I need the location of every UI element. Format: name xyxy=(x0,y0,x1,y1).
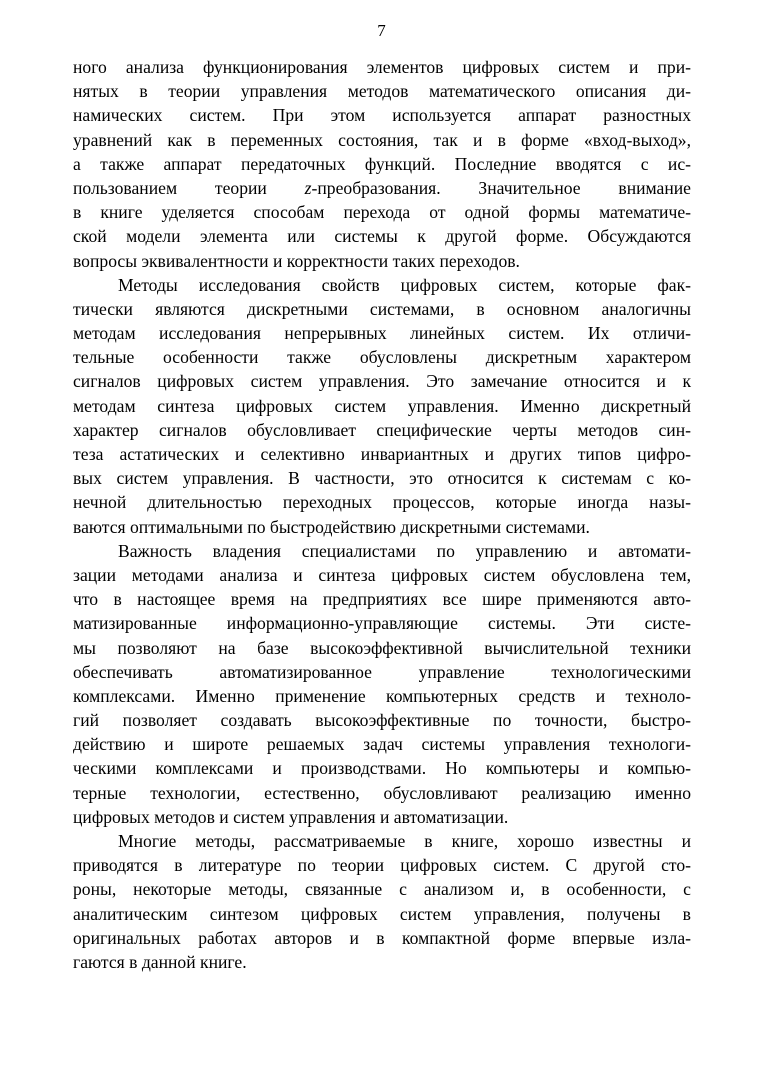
text-line: методам исследования непрерывных линейных систем. Их отличи- xyxy=(73,323,691,344)
text-line: ваются оптимальными по быстродействию дискретными системами. xyxy=(73,516,590,537)
text-line: действию и широте решаемых задач системы управления технологи- xyxy=(73,734,691,755)
paragraph-3 xyxy=(73,539,691,829)
text-line: что в настоящее время на предприятиях все шире применяются авто- xyxy=(73,589,691,610)
text-line: уравнений как в переменных состояния, так и в форме «вход-выход», xyxy=(73,129,691,150)
paragraph-2 xyxy=(73,273,691,539)
text-line: обеспечивать автоматизированное управление технологическими xyxy=(73,661,691,682)
text-line: сигналов цифровых систем управления. Это замечание относится и к xyxy=(73,371,691,392)
text-line: нятых в теории управления методов математического описания ди- xyxy=(73,81,691,102)
text-line: вопросы эквивалентности и корректности таких переходов. xyxy=(73,250,520,271)
text-line: тельные особенности также обусловлены дискретным характером xyxy=(73,347,691,368)
text-line: ческими комплексами и производствами. Но компьютеры и компью- xyxy=(73,758,691,779)
text-line: а также аппарат передаточных функций. Последние вводятся с ис- xyxy=(73,153,691,174)
text-line: комплексами. Именно применение компьютерных средств и техноло- xyxy=(73,685,691,706)
text-line: Важность владения специалистами по управлению и автомати- xyxy=(118,540,691,561)
text-line: роны, некоторые методы, связанные с анализом и, в особенности, с xyxy=(73,879,691,900)
text-line: ного анализа функционирования элементов цифровых систем и при- xyxy=(73,57,691,77)
text-line: гаются в данной книге. xyxy=(73,951,247,972)
paragraph-4 xyxy=(73,829,691,974)
text-line: намических систем. При этом используется аппарат разностных xyxy=(73,105,691,126)
text-line: цифровых методов и систем управления и автоматизации. xyxy=(73,806,509,827)
text-line: нечной длительностью переходных процессов, которые иногда назы- xyxy=(73,492,691,513)
text-line: матизированные информационно-управляющие системы. Эти систе- xyxy=(73,613,691,634)
document-body xyxy=(73,55,691,974)
text-line: ской модели элемента или системы к другой форме. Обсуждаются xyxy=(73,226,691,247)
text-line: вых систем управления. В частности, это относится к системам с ко- xyxy=(73,468,691,489)
page-number: 7 xyxy=(377,21,386,40)
paragraph-1 xyxy=(73,55,691,273)
text-line: тически являются дискретными системами, в основном аналогичны xyxy=(73,298,691,319)
text-line: оригинальных работах авторов и в компактной форме впервые изла- xyxy=(73,927,691,948)
text-line: в книге уделяется способам перехода от одной формы математиче- xyxy=(73,202,691,223)
text-line: пользованием теории z-преобразования. Значительное внимание xyxy=(73,177,691,198)
text-line: методам синтеза цифровых систем управления. Именно дискретный xyxy=(73,395,691,416)
text-line: мы позволяют на базе высокоэффективной вычислительной техники xyxy=(73,637,691,658)
text-line: теза астатических и селективно инвариантных и других типов цифро- xyxy=(73,444,691,464)
text-line: зации методами анализа и синтеза цифровых систем обусловлена тем, xyxy=(73,564,691,585)
text-line: Методы исследования свойств цифровых систем, которые фак- xyxy=(118,274,691,295)
text-line: приводятся в литературе по теории цифровых систем. С другой сто- xyxy=(73,855,691,876)
text-line: аналитическим синтезом цифровых систем управления, получены в xyxy=(73,903,691,924)
text-line: характер сигналов обусловливает специфические черты методов син- xyxy=(73,419,691,440)
text-line: гий позволяет создавать высокоэффективные по точности, быстро- xyxy=(73,710,691,731)
text-line: терные технологии, естественно, обусловливают реализацию именно xyxy=(73,782,691,803)
text-line: Многие методы, рассматриваемые в книге, хорошо известны и xyxy=(118,831,691,851)
